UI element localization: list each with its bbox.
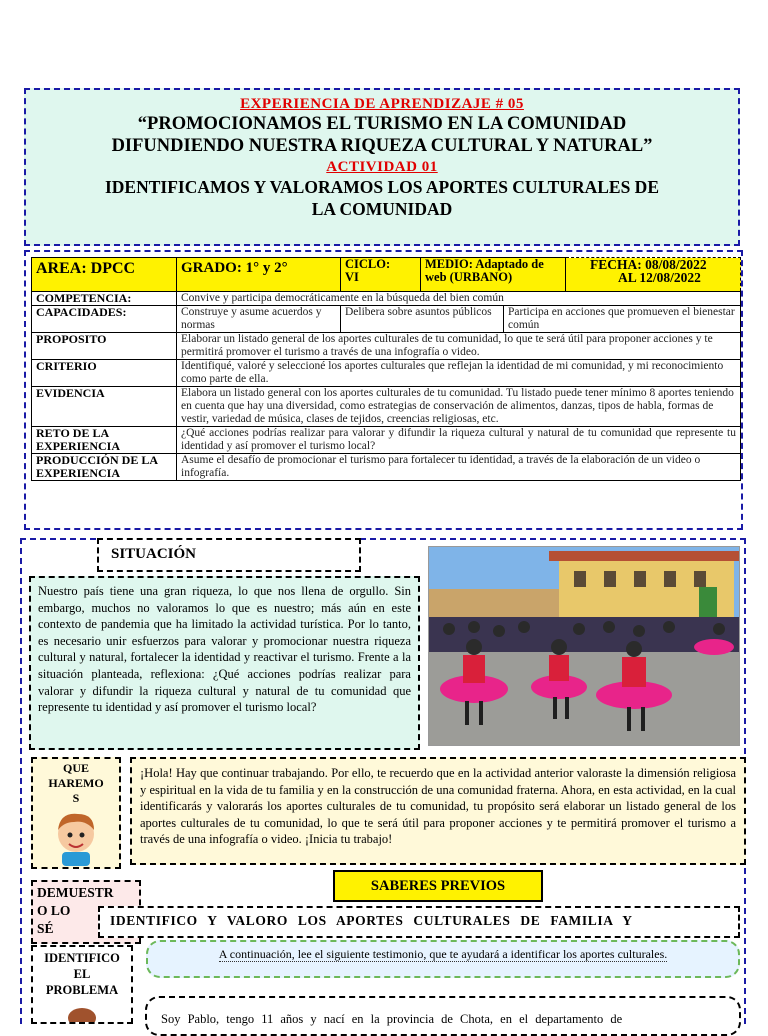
activity-title-line2: LA COMUNIDAD xyxy=(311,199,453,219)
ciclo-label: CICLO: xyxy=(345,257,391,271)
grado-cell: GRADO: 1° y 2° xyxy=(177,258,341,292)
festival-dance-photo xyxy=(428,546,740,746)
produccion-value: Asume el desafío de promocionar el turismo para fortalecer tu identidad, a través de la elaboración de un video o infografía. xyxy=(177,454,741,481)
evidencia-label: EVIDENCIA xyxy=(32,387,177,427)
info-table xyxy=(31,257,741,481)
identifico-problema-line1: IDENTIFICO xyxy=(44,951,120,965)
competencia-value: Convive y participa democráticamente en la búsqueda del bien común xyxy=(177,292,741,306)
table-row xyxy=(32,360,741,387)
festival-illustration xyxy=(429,547,740,746)
saberes-previos-title: SABERES PREVIOS xyxy=(333,870,543,902)
ciclo-value: VI xyxy=(345,270,359,284)
ciclo-cell xyxy=(341,258,421,292)
activity-title-line1: IDENTIFICAMOS Y VALORAMOS LOS APORTES CULTURALES DE xyxy=(104,177,659,197)
table-row xyxy=(32,333,741,360)
criterio-label: CRITERIO xyxy=(32,360,177,387)
demuestro-line1: DEMUESTR xyxy=(37,885,114,900)
capacidad-1: Construye y asume acuerdos y normas xyxy=(177,306,341,333)
identifico-valoro-title: IDENTIFICO Y VALORO LOS APORTES CULTURALES DE FAMILIA Y xyxy=(98,906,740,938)
table-row xyxy=(32,306,741,333)
capacidad-2: Delibera sobre asuntos públicos xyxy=(341,306,504,333)
identifico-problema-line3: PROBLEMA xyxy=(45,983,119,997)
experience-label: EXPERIENCIA DE APRENDIZAJE # 05 xyxy=(240,96,524,112)
capacidad-3: Participa en acciones que promueven el bienestar común xyxy=(504,306,741,333)
table-row xyxy=(32,454,741,481)
table-row xyxy=(32,387,741,427)
demuestro-line2: O LO xyxy=(37,903,71,918)
demuestro-line3: SÉ xyxy=(37,921,54,936)
student-avatar-icon xyxy=(46,808,106,866)
que-haremos-box xyxy=(31,757,121,869)
que-haremos-line3: S xyxy=(72,791,80,805)
fecha-cell xyxy=(566,258,741,292)
criterio-value: Identifiqué, valoré y seleccioné los aportes culturales que reflejan la identidad de mi comunidad, y mi reconocimiento como parte de ella. xyxy=(177,360,741,387)
medio-cell: MEDIO: Adaptado de web (URBANO) xyxy=(421,258,566,292)
reto-label: RETO DE LA EXPERIENCIA xyxy=(32,427,177,454)
experience-title-line1: “PROMOCIONAMOS EL TURISMO EN LA COMUNIDAD xyxy=(137,114,627,134)
table-row xyxy=(32,258,741,292)
fecha-line1: FECHA: 08/08/2022 xyxy=(590,257,707,272)
evidencia-value: Elabora un listado general con los aportes culturales de tu comunidad. Tu listado puede tener mínimo 8 aportes teniendo en cuenta que hay una diversidad, como estrategias de conservación de alimentos, danzas, tipos de habla, formas de vestir, variedad de música, clases de tejidos, creencias religiosas, etc. xyxy=(177,387,741,427)
testimonio-box: Soy Pablo, tengo 11 años y nací en la provincia de Chota, en el departamento de xyxy=(145,996,741,1036)
continuacion-instruction xyxy=(146,940,740,978)
area-cell: AREA: DPCC xyxy=(32,258,177,292)
que-haremos-line1: QUE xyxy=(62,761,89,775)
reto-value: ¿Qué acciones podrías realizar para valorar y difundir la riqueza cultural y natural de tu comunidad que represente tu identidad y así promover el turismo local? xyxy=(177,427,741,454)
que-haremos-line2: HAREMO xyxy=(48,776,104,790)
capacidades-label: CAPACIDADES: xyxy=(32,306,177,333)
situation-text: Nuestro país tiene una gran riqueza, lo que nos llena de orgullo. Sin embargo, muchos no valoramos lo que es nuestro; más aún en este contexto de pandemia que ha limitado la actividad turística. Por lo tanto, es necesario unir esfuerzos para valorar y promocionar nuestra riqueza cultural y natural, fortalecer la identidad y reactivar el turismo. Frente a la situación planteada, reflexiona: ¿Qué acciones podrías realizar para valorar y difundir la riqueza cultural y natural de tu comunidad que represente tu identidad y así promover el turismo local? xyxy=(29,576,420,750)
experience-title-line2: DIFUNDIENDO NUESTRA RIQUEZA CULTURAL Y NATURAL” xyxy=(111,136,653,156)
info-table-container xyxy=(24,250,743,530)
produccion-label: PRODUCCIÓN DE LA EXPERIENCIA xyxy=(32,454,177,481)
activity-label: ACTIVIDAD 01 xyxy=(326,159,438,175)
character-head-icon xyxy=(62,998,102,1022)
identifico-problema-box xyxy=(31,945,133,1024)
continuacion-text: A continuación, lee el siguiente testimonio, que te ayudará a identificar los aportes culturales. xyxy=(218,947,668,961)
proposito-label: PROPOSITO xyxy=(32,333,177,360)
identifico-problema-line2: EL xyxy=(73,967,91,981)
experience-header xyxy=(24,88,740,246)
table-row xyxy=(32,427,741,454)
table-row xyxy=(32,292,741,306)
proposito-value: Elaborar un listado general de los aportes culturales de tu comunidad, lo que te será útil para proponer acciones y te permitirá promover el turismo a través de una infografía o video. xyxy=(177,333,741,360)
que-haremos-text: ¡Hola! Hay que continuar trabajando. Por ello, te recuerdo que en la actividad anterior valoraste la dimensión religiosa y espiritual en la vida de tu familia y en la construcción de una comunidad fraterna. Ahora, en esta actividad, en la cual identificarás y valorarás los aportes culturales de tu comunidad, tu propósito será elaborar un listado general de los aportes culturales de tu comunidad, lo que te será útil para proponer acciones y te permitirá promover el turismo a través de una infografía o video. ¡Inicia tu trabajo! xyxy=(130,757,746,865)
situation-title: SITUACIÓN xyxy=(97,538,361,572)
competencia-label: COMPETENCIA: xyxy=(32,292,177,306)
fecha-line2: AL 12/08/2022 xyxy=(618,270,701,285)
